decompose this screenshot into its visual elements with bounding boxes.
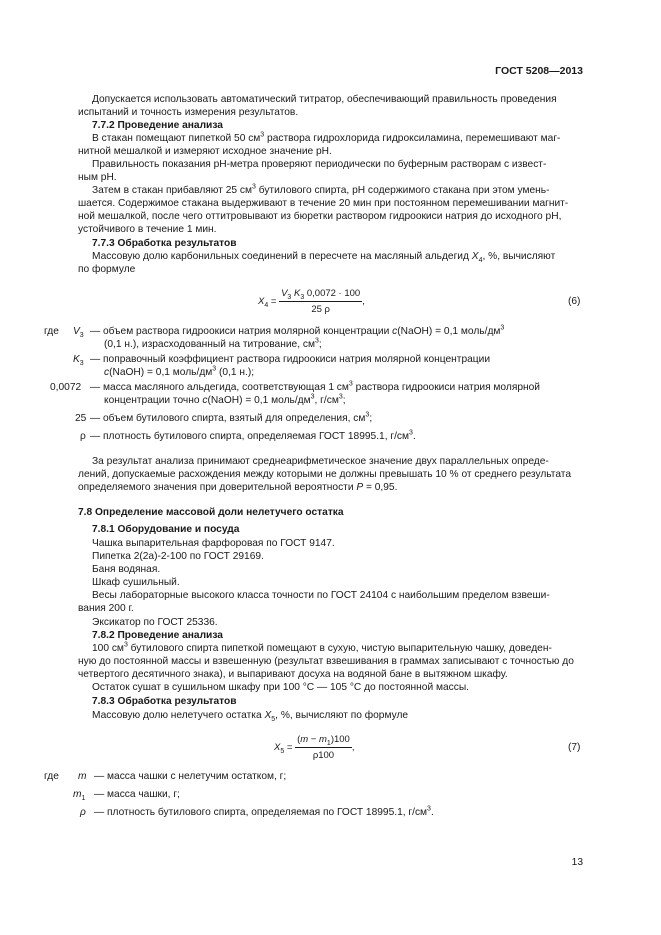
section-heading-7-8: 7.8 Определение массовой доли нелетучего остатка	[78, 507, 344, 518]
where-label: где	[44, 326, 59, 337]
where-label: где	[44, 771, 59, 782]
text-line: В стакан помещают пипеткой 50 $см^3$ раствора гидрохлорида гидроксиламина, перемешивают маг-	[92, 131, 561, 144]
text-line: (0,1 н.), израсходованный на титрование, $см^3$;	[104, 337, 322, 350]
symbol-k3: $K_3$	[73, 354, 84, 368]
text-line: четвертого десятичного знака), и выпаривают досуха на водяной бане в вытяжном шкафу.	[78, 669, 508, 680]
section-heading-7-8-1: 7.8.1 Оборудование и посуда	[92, 524, 240, 535]
text-line: — объем бутилового спирта, взятый для определения, $см^3$;	[90, 411, 373, 424]
text-line: концентрации точно c(NaOH) = 0,1 моль/$дм^3$, $г/см^3$;	[104, 393, 346, 406]
section-heading-7-8-2: 7.8.2 Проведение анализа	[92, 630, 223, 641]
constant-25: 25	[75, 413, 87, 424]
text-line: шается. Содержимое стакана выдерживают в течение 20 мин при постоянном перемешивании магнит-	[78, 198, 569, 209]
text-line: — плотность бутилового спирта, определяемая ГОСТ 18995.1, $г/см^3$.	[90, 429, 416, 442]
text-line: Правильность показания pH-метра проверяют периодически по буферным растворам с извест-	[92, 159, 547, 170]
symbol-m: m	[78, 771, 87, 782]
equipment-item: вания 200 г.	[78, 603, 134, 614]
equation-number-7: (7)	[568, 742, 581, 753]
equation-number-6: (6)	[568, 296, 581, 307]
text-line: c(NaOH) = 0,1 моль/$дм^3$ (0,1 н.);	[104, 365, 255, 378]
section-heading-7-7-3: 7.7.3 Обработка результатов	[92, 238, 237, 249]
text-line: нитной мешалкой и измеряют исходное значение pH.	[78, 146, 332, 157]
equipment-item: Весы лабораторные высокого класса точности по ГОСТ 24104 с наибольшим пределом взвеши-	[92, 590, 550, 601]
section-heading-7-8-3: 7.8.3 Обработка результатов	[92, 696, 237, 707]
constant-0-0072: 0,0072	[50, 382, 82, 393]
equipment-item: Баня водяная.	[92, 564, 161, 575]
section-heading-7-7-2: 7.7.2 Проведение анализа	[92, 120, 223, 131]
page-number: 13	[571, 857, 583, 868]
text-line: — плотность бутилового спирта, определяемая по ГОСТ 18995.1, $г/см^3$.	[94, 805, 434, 818]
equipment-item: Чашка выпарительная фарфоровая по ГОСТ 9147.	[92, 538, 335, 549]
text-line: — объем раствора гидроокиси натрия молярной концентрации c(NaOH) = 0,1 моль/$дм^3$	[90, 324, 505, 337]
text-line: устойчивого в течение 1 мин.	[78, 224, 217, 235]
text-line: лений, допускаемые расхождения между которыми не должны превышать 10 % от среднего результата	[78, 469, 572, 480]
text-line: ным pH.	[78, 172, 117, 183]
text-line: ной мешалкой, после чего оттитровывают из бюретки раствором гидроокиси натрия до исходного pH,	[78, 211, 562, 222]
symbol-m1: $m_1$	[73, 789, 86, 803]
text-line: Массовую долю карбонильных соединений в пересчете на масляный альдегид $X_4$, %, вычисляют	[92, 251, 556, 265]
text-line: — поправочный коэффициент раствора гидроокиси натрия молярной концентрации	[90, 354, 491, 365]
formula-7: $X_5$ = $\frac{(m - m_1)100}{\rho 100}$ ,	[274, 734, 355, 762]
symbol-rho: ρ	[80, 431, 86, 442]
text-line: Остаток сушат в сушильном шкафу при 100 °С — 105 °С до постоянной массы.	[92, 682, 469, 693]
symbol-rho: ρ	[80, 807, 86, 818]
text-line: Допускается использовать автоматический титратор, обеспечивающий правильность проведения	[92, 94, 557, 105]
document-header: ГОСТ 5208—2013	[495, 65, 583, 77]
text-line: — масса масляного альдегида, соответствующая 1 $см^3$ раствора гидроокиси натрия молярной	[90, 380, 540, 393]
text-line: За результат анализа принимают среднеарифметическое значение двух параллельных опреде-	[92, 456, 549, 467]
symbol-v3: $V_3$	[73, 326, 84, 340]
text-line: — масса чашки, г;	[94, 789, 180, 800]
text-line: Массовую долю нелетучего остатка $X_5$, %, вычисляют по формуле	[92, 710, 409, 724]
text-line: Затем в стакан прибавляют 25 $см^3$ бутилового спирта, pH содержимого стакана при этом умень-	[92, 183, 550, 196]
text-line: определяемого значения при доверительной вероятности P = 0,95.	[78, 482, 398, 493]
formula-6: $X_4$ = $\frac{V_3 K_3 0,0072 \cdot 100}{25 \rho}$ ,	[258, 288, 365, 316]
text-line: по формуле	[78, 264, 136, 275]
text-line: 100 $см^3$ бутилового спирта пипеткой помещают в сухую, чистую выпарительную чашку, доведен-	[92, 641, 552, 654]
text-line: — масса чашки с нелетучим остатком, г;	[94, 771, 287, 782]
equipment-item: Эксикатор по ГОСТ 25336.	[92, 617, 218, 628]
text-line: испытаний и точность измерения результатов.	[78, 107, 299, 118]
equipment-item: Пипетка 2(2а)-2-100 по ГОСТ 29169.	[92, 551, 264, 562]
equipment-item: Шкаф сушильный.	[92, 577, 180, 588]
text-line: ную до постоянной массы и взвешенную (результат взвешивания в граммах записывают с точностью до	[78, 656, 574, 667]
